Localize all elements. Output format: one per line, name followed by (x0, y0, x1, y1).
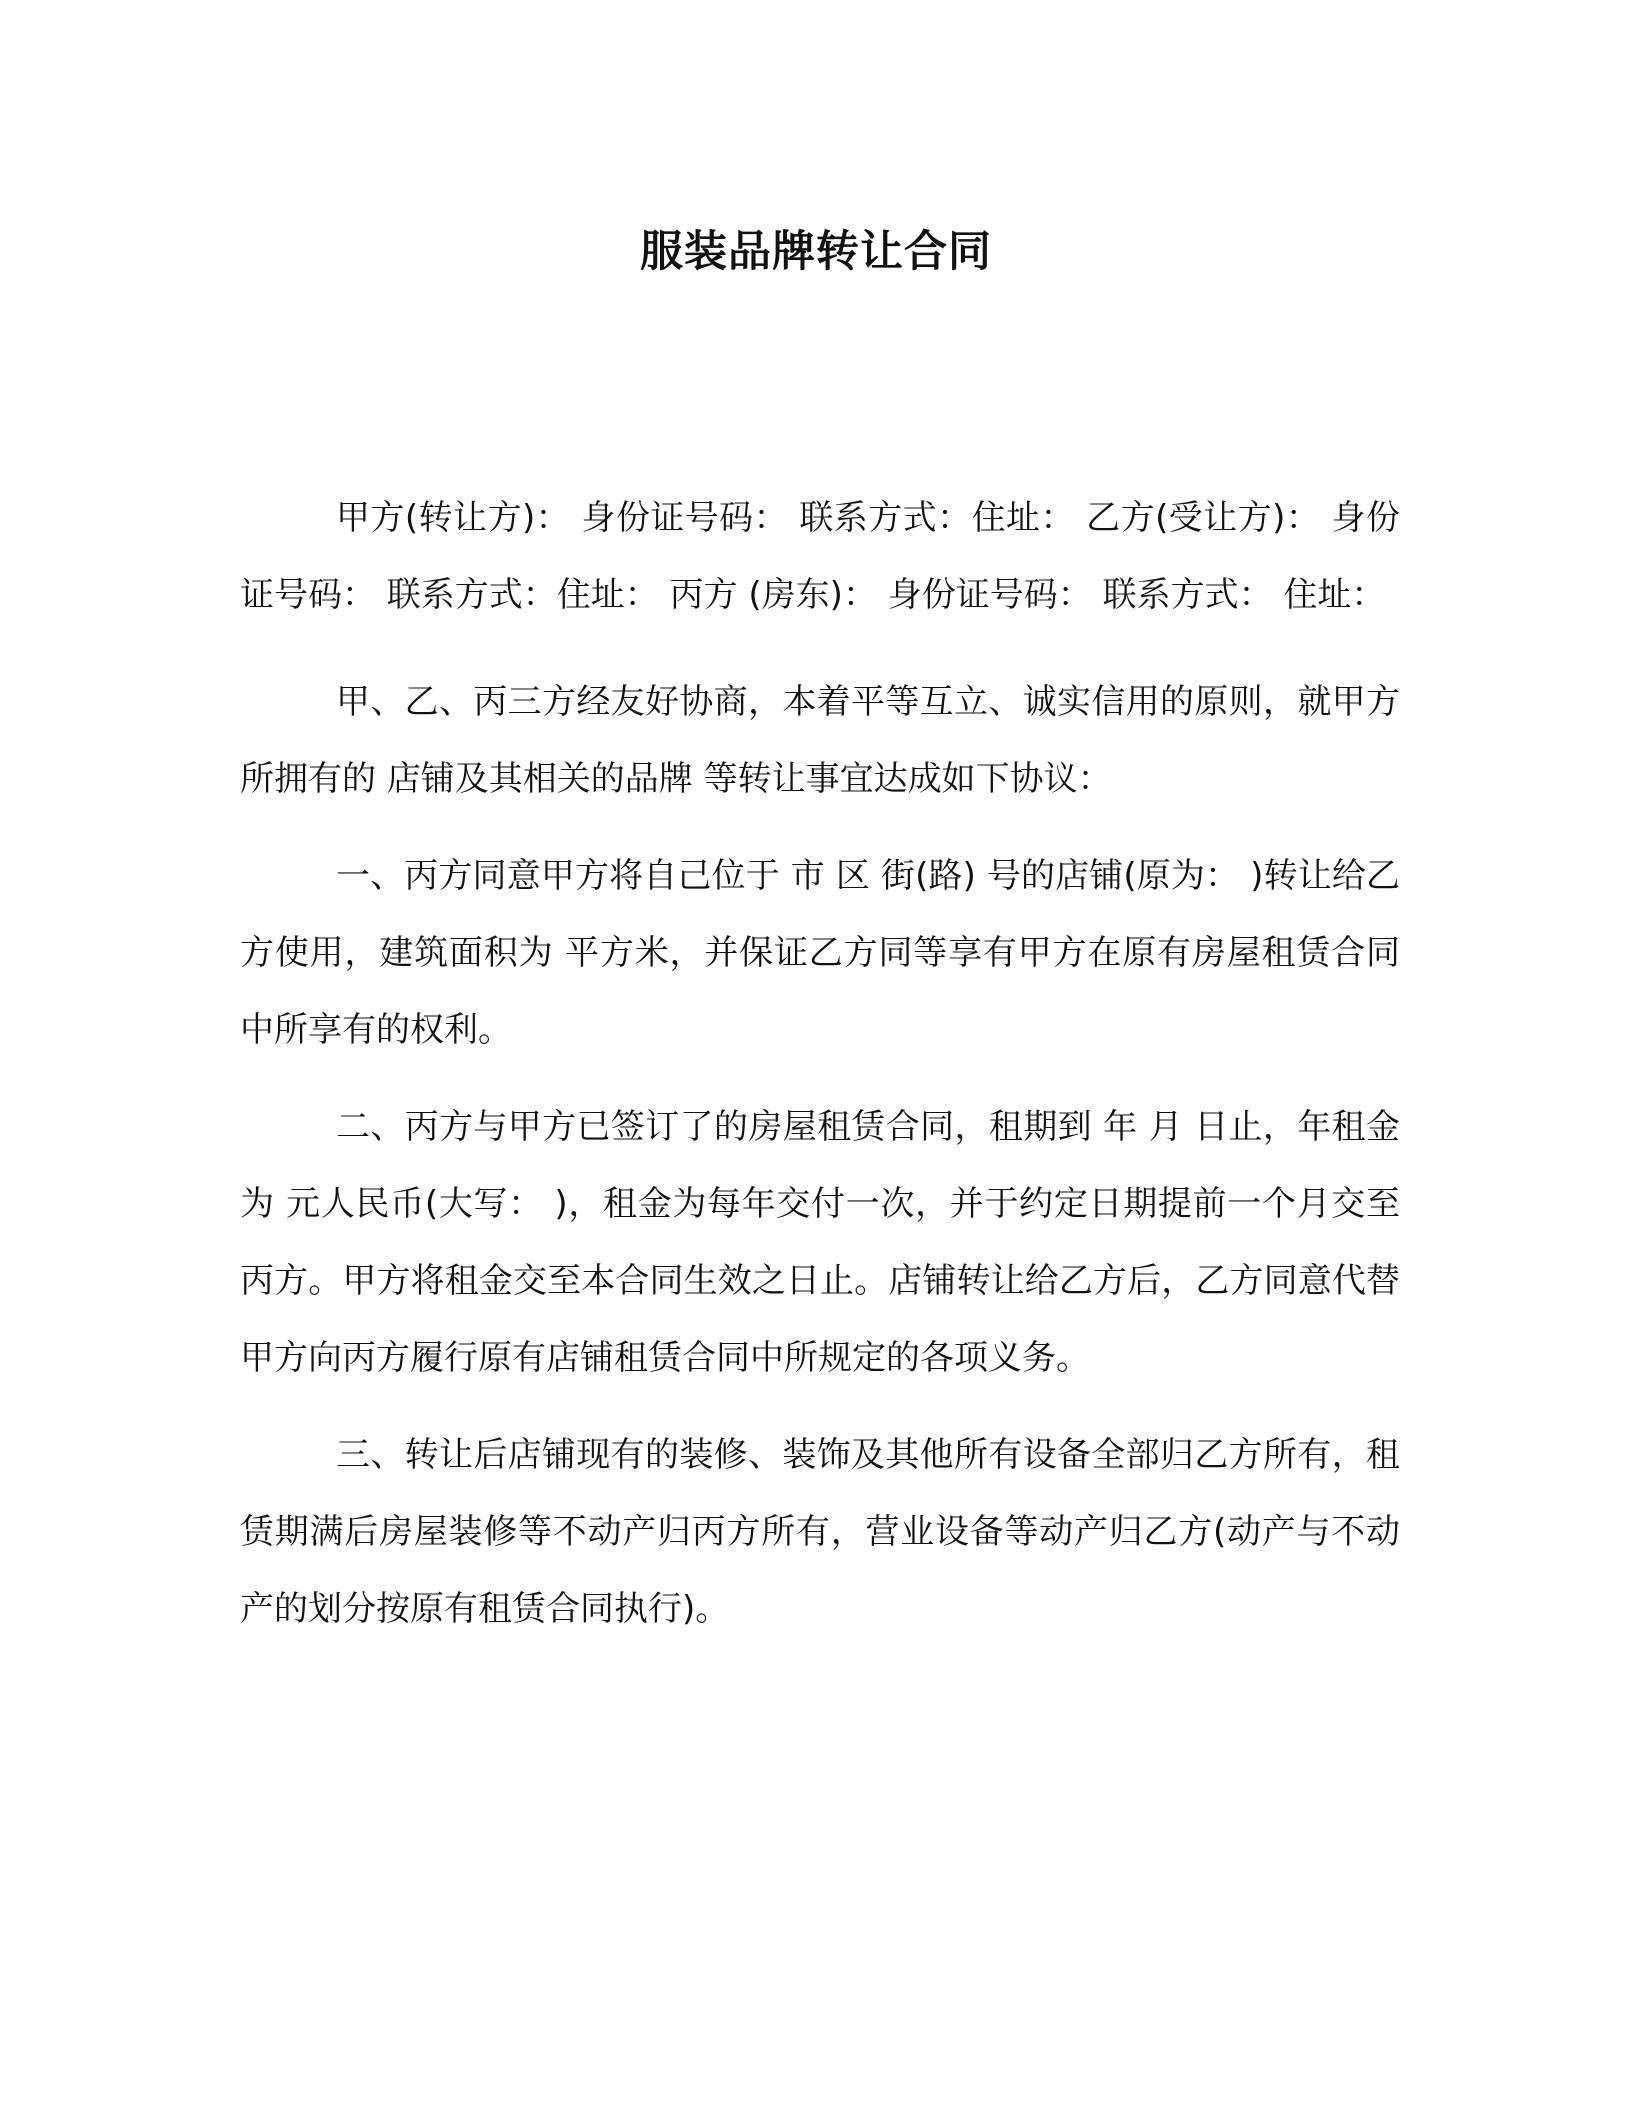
document-title: 服装品牌转让合同 (640, 227, 992, 277)
clause-2-paragraph: 二、丙方与甲方已签订了的房屋租赁合同，租期到 年 月 日止，年租金为 元人民币(大写： )，租金为每年交付一次，并于约定日期提前一个月交至丙方。甲方将租金交至本合同生效之日止。店铺转让给乙方后，乙方同意代替甲方向丙方履行原有店铺租赁合同中所规定的各项义务。 (240, 1107, 1400, 1378)
clause-1-paragraph: 一、丙方同意甲方将自己位于 市 区 街(路) 号的店铺(原为： )转让给乙方使用，建筑面积为 平方米，并保证乙方同等享有甲方在原有房屋租赁合同中所享有的权利。 (240, 856, 1400, 1050)
parties-paragraph: 甲方(转让方)： 身份证号码： 联系方式：住址： 乙方(受让方)： 身份证号码： 联系方式：住址： 丙方 (房东)： 身份证号码： 联系方式： 住址： (240, 498, 1400, 615)
document-body (240, 480, 1400, 1668)
clause-3-paragraph: 三、转让后店铺现有的装修、装饰及其他所有设备全部归乙方所有，租赁期满后房屋装修等不动产归丙方所有，营业设备等动产归乙方(动产与不动产的划分按原有租赁合同执行)。 (240, 1435, 1400, 1629)
preamble-paragraph: 甲、乙、丙三方经友好协商，本着平等互立、诚实信用的原则，就甲方所拥有的 店铺及其相关的品牌 等转让事宜达成如下协议： (240, 682, 1400, 799)
